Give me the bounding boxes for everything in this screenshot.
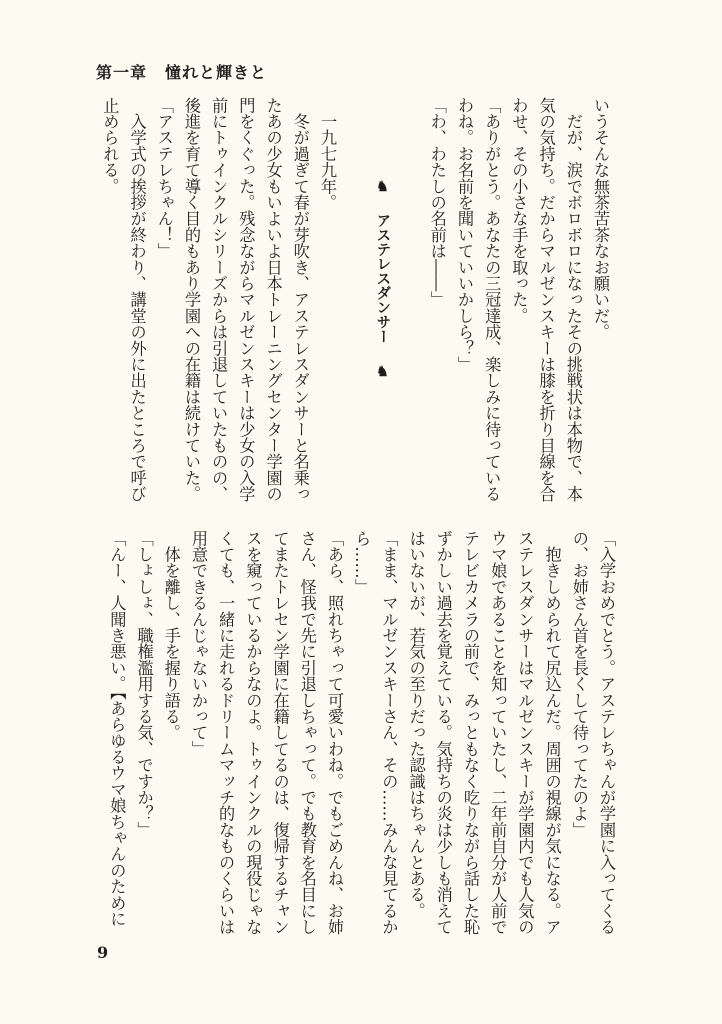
text-line: 「しょしょ、職権濫用する気、ですか？」 [134, 530, 154, 838]
text-line: 後進を育て導く目的もあり学園への在籍は続けていた。 [181, 97, 201, 502]
text-line: 一九七九年。 [317, 97, 337, 211]
chapter-title: 憧れと輝きと [165, 63, 268, 82]
section-heading [368, 97, 396, 497]
bottom-text-block [103, 530, 620, 935]
text-line: 入学式の挨拶が終わり、講堂の外に出たところで呼び [127, 97, 147, 502]
text-line: の、お姉さん首を長くして待ってたのよ」 [569, 530, 589, 838]
text-line: 止められる。 [100, 97, 120, 195]
text-line: 気の気持ち。だからマルゼンスキーは膝を折り目線を合 [536, 97, 556, 502]
text-line: 前にトゥインクルシリーズからは引退していたものの、 [209, 97, 229, 502]
text-line: 「わ、わたしの名前は――」 [427, 97, 447, 308]
text-line: わね。お名前を聞いていいかしら？」 [454, 97, 474, 373]
text-line: 門をくぐった。残念ながらマルゼンスキーは少女の入学 [236, 97, 256, 502]
text-line: 「んー、人聞き悪い。【あらゆるウマ娘ちゃんのために [107, 530, 127, 927]
text-line: 冬が過ぎて春が芽吹き、アステレスダンサーと名乗っ [290, 97, 310, 502]
page-number: 9 [97, 943, 109, 962]
text-line: ステレスダンサーはマルゼンスキーが学園内でも人気の [515, 530, 535, 935]
text-line: 体を離し、手を握り語る。 [161, 530, 181, 741]
text-line: ずかしい過去を覚えている。気持ちの炎は少しも消えて [433, 530, 453, 935]
blank-line [341, 97, 368, 497]
text-line: てまたトレセン学園に在籍してるのは、復帰するチャン [270, 530, 290, 935]
text-line: ら……」 [352, 530, 372, 595]
text-line: テレビカメラの前で、みっともなく吃りながら話した恥 [460, 530, 480, 935]
chapter-label: 第一章 [96, 63, 148, 82]
text-line: だが、涙でボロボロになったその挑戦状は本物で、本 [563, 97, 583, 502]
chess-knight-icon: ♞ [374, 363, 391, 380]
section-heading-title: アステレスダンサー [374, 213, 392, 344]
text-line: 「入学おめでとう。アステレちゃんが学園に入ってくる [597, 530, 616, 935]
text-line: さん、怪我で先に引退しちゃって。でも教育を名目にし [297, 530, 317, 935]
text-line: ウマ娘であることを知っていたし、二年前自分が人前で [488, 530, 508, 935]
chapter-header [96, 60, 285, 83]
text-line: くても、一緒に走れるドリームマッチ的なものくらいは [216, 530, 236, 935]
text-line: いうそんな無茶苦茶なお願いだ。 [591, 97, 610, 340]
chess-knight-icon: ♞ [374, 179, 391, 195]
text-line: はいないが、若気の至りだった認識はちゃんとある。 [406, 530, 426, 919]
text-line: わせ、その小さな手を取った。 [509, 97, 529, 324]
text-line: たあの少女もいよいよ日本トレーニングセンター学園の [263, 97, 283, 502]
top-text-block [96, 97, 614, 502]
text-line: 「あら、照れちゃって可愛いわね。でもごめんね、お姉 [324, 530, 344, 935]
text-line: スを窺っているからなのよ。トゥインクルの現役じゃな [243, 530, 263, 935]
blank-line [396, 97, 423, 497]
text-line: 「ありがとう。あなたの三冠達成、楽しみに待っている [482, 97, 502, 502]
text-line: 「まま、マルゼンスキーさん、その……みんな見てるか [379, 530, 399, 935]
text-line: 用意できるんじゃないかって」 [188, 530, 208, 757]
text-line: 「アステレちゃん！」 [154, 97, 174, 259]
text-line: 抱きしめられて尻込んだ。周囲の視線が気になる。ア [542, 530, 562, 935]
